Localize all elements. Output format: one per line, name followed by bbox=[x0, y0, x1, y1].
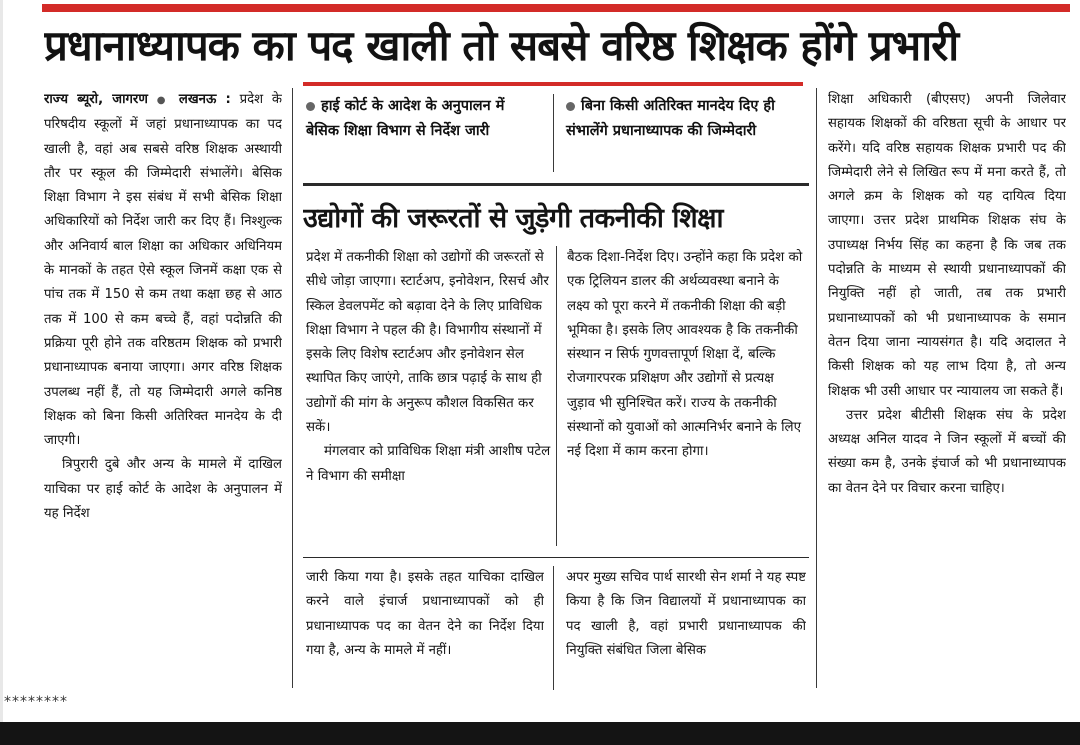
box-column-divider bbox=[556, 246, 557, 546]
bullet-icon bbox=[566, 102, 575, 111]
page-edge bbox=[0, 0, 3, 745]
right-paragraph-2: उत्तर प्रदेश बीटीसी शिक्षक संघ के प्रदेश अध्यक्ष अनिल यादव ने जिन स्कूलों में बच्चों की संख्या कम है, उनके इंचार्ज को भी प्रधानाध्यापक का वेतन देने पर विचार करना चाहिए। bbox=[828, 407, 1066, 496]
dateline: लखनऊ : bbox=[178, 92, 231, 107]
continuation-column-2: अपर मुख्य सचिव पार्थ सारथी सेन शर्मा ने यह स्पष्ट किया है कि जिन विद्यालयों में प्रधानाध्यापक का पद खाली है, वहां प्रभारी प्रधानाध्यापक की नियुक्ति संबंधित जिला बेसिक bbox=[566, 570, 806, 658]
column-divider bbox=[292, 88, 293, 688]
right-column bbox=[828, 88, 1066, 700]
right-paragraph-1: शिक्षा अधिकारी (बीएसए) अपनी जिलेवार सहायक शिक्षकों की वरिष्ठता सूची के आधार पर करेंगे। यदि वरिष्ठ सहायक शिक्षक प्रभारी पद की जिम्मेदारी लेने से लिखित रूप में मना करते हैं, तो अगले क्रम के शिक्षक को यह दायित्व दिया जाएगा। उत्तर प्रदेश प्राथमिक शिक्षक संघ के उपाध्यक्ष निर्भय सिंह का कहना है कि जब तक पदोन्नति के माध्यम से स्थायी प्रधानाध्यापकों की नियुक्ति नहीं हो जाती, तब तक प्रभारी प्रधानाध्यापकों को भी प्रधानाध्यापक के समान वेतन दिया जाना न्यायसंगत है। यदि अदालत ने किसी शिक्षक को यह लाभ दिया है, तो अन्य शिक्षक भी उसी आधार पर न्यायालय जा सकते हैं। bbox=[828, 92, 1066, 399]
bottom-dark-band bbox=[0, 722, 1080, 745]
box-paragraph-1: प्रदेश में तकनीकी शिक्षा को उद्योगों की जरूरतों से सीधे जोड़ा जाएगा। स्टार्टअप, इनोवेशन, रिसर्च और स्किल डेवलपमेंट को बढ़ावा देने के लिए प्राविधिक शिक्षा विभाग ने पहल की है। विभागीय संस्थानों में इसके लिए विशेष स्टार्टअप और इनोवेशन सेल स्थापित किए जाएंगे, ताकि छात्र पढ़ाई के साथ ही उद्योगों की मांग के अनुरूप कौशल विकसित कर सकें। bbox=[306, 250, 549, 436]
continuation-divider bbox=[553, 566, 554, 690]
bullet-dot-icon: ● bbox=[156, 95, 171, 106]
page-headline: प्रधानाध्यापक का पद खाली तो सबसे वरिष्ठ शिक्षक होंगे प्रभारी bbox=[44, 21, 959, 70]
box-top-rule bbox=[303, 183, 809, 186]
highlight-1: हाई कोर्ट के आदेश के अनुपालन में बेसिक शिक्षा विभाग से निर्देश जारी bbox=[306, 98, 505, 139]
lead-paragraph-1: राज्य ब्यूरो, जागरण ● लखनऊ : प्रदेश के परिषदीय स्कूलों में जहां प्रधानाध्यापक का पद खाली है, वहां अब सबसे वरिष्ठ शिक्षक अस्थायी तौर पर स्कूल की जिम्मेदारी संभालेंगे। बेसिक शिक्षा विभाग ने इस संबंध में सभी बेसिक शिक्षा अधिकारियों को निर्देश जारी कर दिए हैं। निश्शुल्क और अनिवार्य बाल शिक्षा का अधिकार अधिनियम के मानकों के तहत ऐसे स्कूल जिनमें कक्षा एक से पांच तक में 150 से कम तथा कक्षा छह से आठ तक में 100 से कम बच्चे हैं, वहां पदोन्नति की प्रक्रिया पूरी होने तक वरिष्ठतम शिक्षक को प्रभारी प्रधानाध्यापक बनाया जाएगा। अगर वरिष्ठ शिक्षक उपलब्ध नहीं हैं, तो यह जिम्मेदारी अगले कनिष्ठ शिक्षक को बिना किसी अतिरिक्त मानदेय के दी जाएगी। bbox=[44, 92, 282, 449]
top-red-rule bbox=[42, 4, 1070, 12]
lead-column bbox=[44, 88, 282, 700]
byline: राज्य ब्यूरो, जागरण bbox=[44, 92, 148, 107]
bullet-icon bbox=[306, 102, 315, 111]
box-bottom-rule bbox=[303, 557, 809, 558]
box-column-1 bbox=[306, 246, 551, 550]
column-divider-right bbox=[816, 88, 817, 688]
highlight-divider bbox=[553, 94, 554, 172]
box-paragraph-3: बैठक दिशा-निर्देश दिए। उन्होंने कहा कि प्रदेश को एक ट्रिलियन डालर की अर्थव्यवस्था बनाने के लक्ष्य को पूरा करने में तकनीकी शिक्षा की बड़ी भूमिका है। इसके लिए आवश्यक है कि तकनीकी संस्थान न सिर्फ गुणवत्तापूर्ण शिक्षा दें, बल्कि रोजगारपरक प्रशिक्षण और उद्योगों से प्रत्यक्ष जुड़ाव भी सुनिश्चित करें। राज्य के तकनीकी संस्थानों को युवाओं को आत्मनिर्भर बनाने के लिए नई दिशा में काम करना होगा। bbox=[567, 250, 803, 460]
box-paragraph-2: मंगलवार को प्राविधिक शिक्षा मंत्री आशीष पटेल ने विभाग की समीक्षा bbox=[306, 444, 551, 484]
continuation-column-1: जारी किया गया है। इसके तहत याचिका दाखिल करने वाले इंचार्ज प्रधानाध्यापकों को ही प्रधानाध्यापक पद का वेतन देने का निर्देश दिया गया है, अन्य के मामले में नहीं। bbox=[306, 570, 544, 658]
box-headline: उद्योगों की जरूरतों से जुड़ेगी तकनीकी शिक्षा bbox=[303, 203, 724, 234]
highlight-2: बिना किसी अतिरिक्त मानदेय दिए ही संभालेंगे प्रधानाध्यापक की जिम्मेदारी bbox=[566, 98, 775, 139]
footer-marks: ******** bbox=[4, 694, 68, 710]
lead-paragraph-2: त्रिपुरारी दुबे और अन्य के मामले में दाखिल याचिका पर हाई कोर्ट के आदेश के अनुपालन में यह निर्देश bbox=[44, 457, 282, 522]
box-column-2 bbox=[567, 246, 803, 550]
highlight-top-rule bbox=[303, 82, 803, 86]
